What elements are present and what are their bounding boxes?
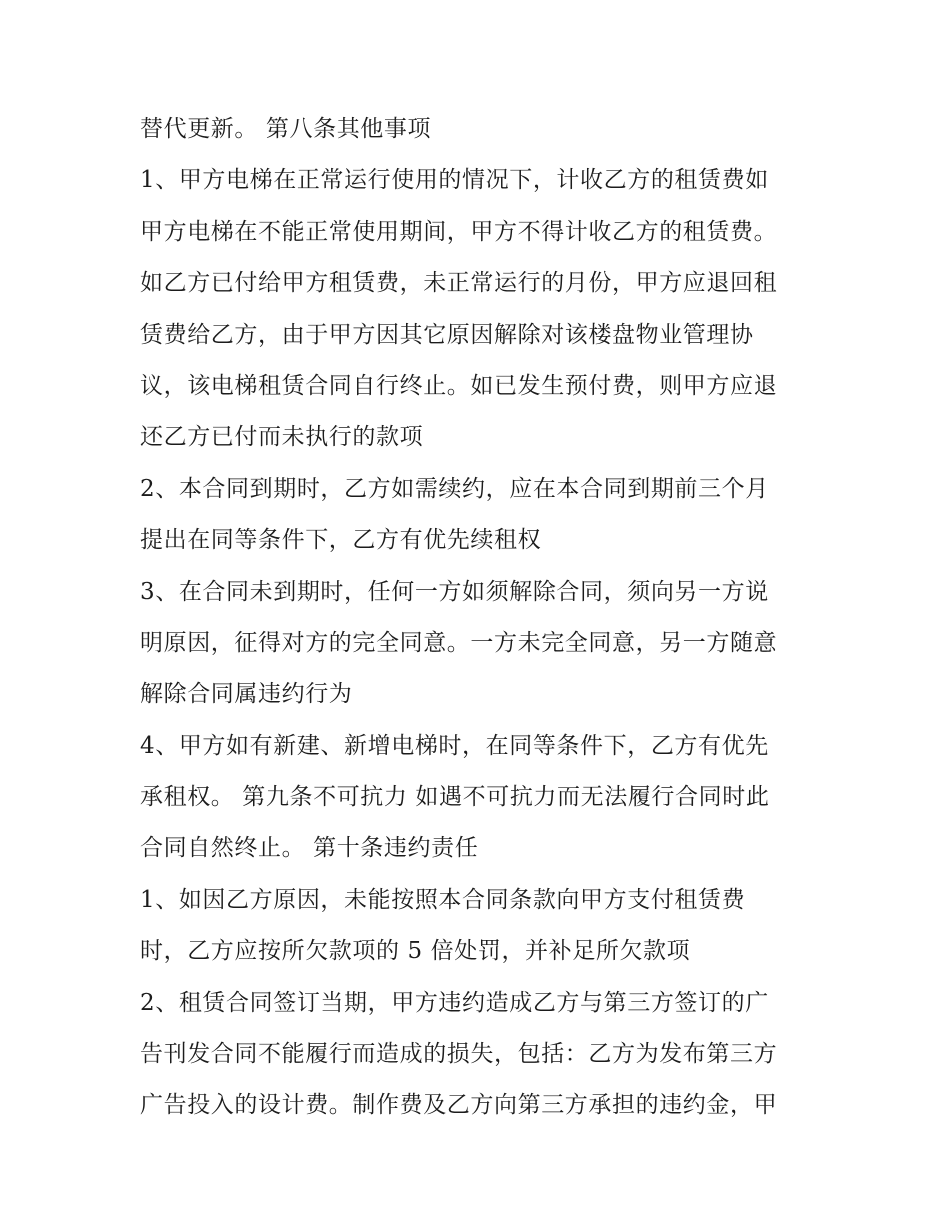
text-line: 4、甲方如有新建、新增电梯时，在同等条件下，乙方有优先 bbox=[140, 732, 769, 759]
text-line: 提出在同等条件下，乙方有优先续租权 bbox=[140, 527, 542, 554]
text-line: 1、如因乙方原因，未能按照本合同条款向甲方支付租赁费 bbox=[140, 886, 746, 913]
contract-text bbox=[140, 104, 820, 1132]
text-line: 明原因，征得对方的完全同意。一方未完全同意，另一方随意 bbox=[140, 629, 778, 656]
text-line: 甲方电梯在不能正常使用期间，甲方不得计收乙方的租赁费。 bbox=[140, 218, 778, 245]
text-line: 议，该电梯租赁合同自行终止。如已发生预付费，则甲方应退 bbox=[140, 372, 778, 399]
text-line: 告刊发合同不能履行而造成的损失，包括：乙方为发布第三方 bbox=[140, 1041, 778, 1068]
text-line: 替代更新。 第八条其他事项 bbox=[140, 116, 432, 142]
text-line: 时，乙方应按所欠款项的 5 倍处罚，并补足所欠款项 bbox=[140, 938, 691, 965]
text-line: 如乙方已付给甲方租赁费，未正常运行的月份，甲方应退回租 bbox=[140, 270, 778, 297]
text-line: 广告投入的设计费。制作费及乙方向第三方承担的违约金，甲 bbox=[140, 1092, 778, 1119]
text-line: 3、在合同未到期时，任何一方如须解除合同，须向另一方说 bbox=[140, 578, 769, 605]
text-line: 解除合同属违约行为 bbox=[140, 681, 353, 708]
text-line: 赁费给乙方，由于甲方因其它原因解除对该楼盘物业管理协 bbox=[140, 321, 754, 348]
text-line: 还乙方已付而未执行的款项 bbox=[140, 424, 424, 451]
text-line: 1、甲方电梯在正常运行使用的情况下，计收乙方的租赁费如 bbox=[140, 167, 769, 194]
text-line: 承租权。 第九条不可抗力 如遇不可抗力而无法履行合同时此 bbox=[140, 784, 770, 811]
text-line: 合同自然终止。 第十条违约责任 bbox=[140, 835, 479, 862]
text-line: 2、租赁合同签订当期，甲方违约造成乙方与第三方签订的广 bbox=[140, 989, 769, 1016]
text-line: 2、本合同到期时，乙方如需续约，应在本合同到期前三个月 bbox=[140, 475, 769, 502]
